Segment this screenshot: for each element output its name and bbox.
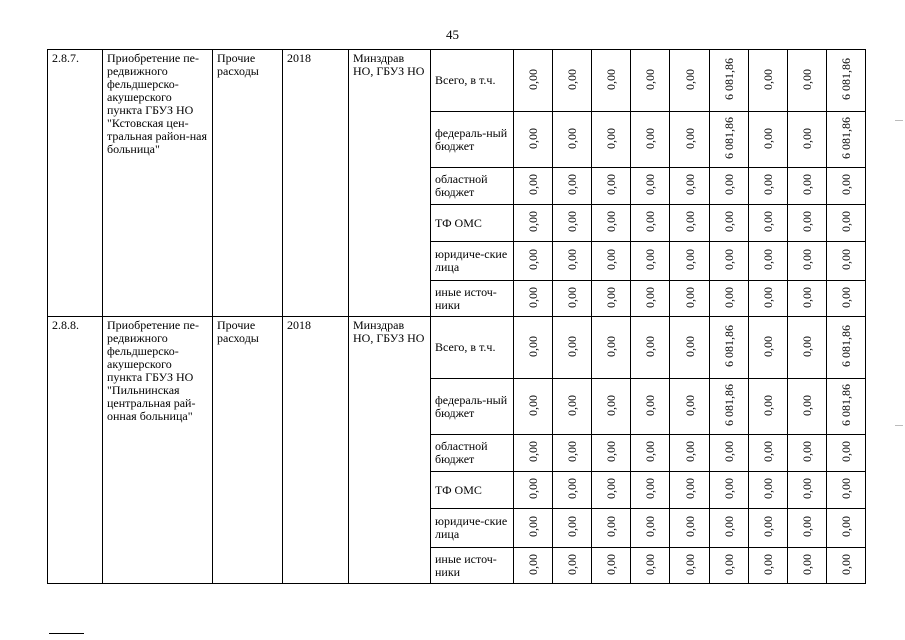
value-cell: [749, 317, 788, 379]
funding-source: ТФ ОМС: [431, 472, 514, 509]
value-cell: [749, 50, 788, 112]
value-text: 6 081,86: [839, 325, 853, 367]
value-text: 0,00: [761, 441, 775, 462]
value-text: 0,00: [604, 174, 618, 195]
value-text: 0,00: [722, 553, 736, 575]
value-text: 0,00: [604, 335, 618, 357]
value-text: 0,00: [800, 211, 814, 232]
value-cell: [514, 50, 553, 112]
value-text: 0,00: [604, 127, 618, 149]
value-cell: [592, 242, 631, 281]
value-cell: [514, 548, 553, 584]
executor-cell: Минздрав НО, ГБУЗ НО: [349, 50, 431, 317]
value-text: 0,00: [682, 286, 697, 308]
value-cell: [631, 112, 670, 168]
value-text: 0,00: [526, 553, 540, 575]
value-text: 0,00: [682, 174, 697, 195]
value-text: 0,00: [526, 394, 540, 416]
value-text: 0,00: [839, 441, 853, 462]
value-cell: [710, 472, 749, 509]
value-text: 6 081,86: [722, 384, 736, 426]
value-text: 0,00: [565, 441, 579, 462]
value-cell: [553, 379, 592, 435]
value-text: 0,00: [800, 516, 814, 537]
value-text: 0,00: [761, 127, 775, 149]
funding-source: иные источ-ники: [431, 548, 514, 584]
value-cell: [553, 435, 592, 472]
value-text: 0,00: [800, 394, 814, 416]
value-text: 0,00: [682, 211, 697, 232]
value-cell: [592, 205, 631, 242]
value-cell: [670, 281, 710, 317]
value-cell: [631, 242, 670, 281]
value-text: 0,00: [565, 211, 579, 232]
value-text: 6 081,86: [722, 117, 736, 159]
value-cell: [670, 509, 710, 548]
value-text: 0,00: [643, 211, 657, 232]
table-body: [48, 50, 866, 584]
value-text: 0,00: [761, 211, 775, 232]
value-text: 0,00: [643, 394, 657, 416]
value-cell: [670, 205, 710, 242]
value-cell: [788, 379, 827, 435]
value-cell: [631, 379, 670, 435]
funding-source: Всего, в т.ч.: [431, 50, 514, 112]
value-cell: [827, 379, 866, 435]
value-text: 0,00: [604, 553, 618, 575]
value-cell: [514, 317, 553, 379]
value-cell: [788, 205, 827, 242]
value-cell: [631, 168, 670, 205]
year-cell: 2018: [283, 317, 349, 584]
value-cell: [827, 168, 866, 205]
value-cell: [749, 281, 788, 317]
value-text: 0,00: [565, 335, 579, 357]
value-text: 0,00: [682, 394, 697, 416]
value-cell: [631, 281, 670, 317]
value-cell: [710, 50, 749, 112]
value-text: 0,00: [604, 211, 618, 232]
funding-source: федераль-ный бюджет: [431, 112, 514, 168]
value-cell: [749, 205, 788, 242]
value-cell: [631, 435, 670, 472]
value-text: 6 081,86: [722, 325, 736, 367]
value-text: 6 081,86: [839, 58, 853, 100]
value-cell: [788, 548, 827, 584]
value-text: 0,00: [565, 516, 579, 537]
executor-cell: Минздрав НО, ГБУЗ НО: [349, 317, 431, 584]
value-text: 0,00: [800, 127, 814, 149]
value-text: 0,00: [800, 68, 814, 90]
value-cell: [749, 548, 788, 584]
value-text: 0,00: [526, 211, 540, 232]
value-cell: [710, 379, 749, 435]
value-text: 0,00: [604, 516, 618, 537]
value-text: 0,00: [839, 174, 853, 195]
value-cell: [788, 435, 827, 472]
value-text: 0,00: [722, 478, 736, 499]
value-cell: [514, 281, 553, 317]
value-text: 6 081,86: [722, 58, 736, 100]
value-cell: [553, 168, 592, 205]
value-text: 0,00: [800, 174, 814, 195]
funding-source: областной бюджет: [431, 435, 514, 472]
value-text: 0,00: [643, 68, 657, 90]
value-cell: [710, 281, 749, 317]
value-cell: [670, 472, 710, 509]
value-cell: [514, 379, 553, 435]
value-text: 0,00: [800, 478, 814, 499]
value-cell: [749, 509, 788, 548]
value-text: 0,00: [839, 553, 853, 575]
value-cell: [631, 205, 670, 242]
value-text: 0,00: [839, 211, 853, 232]
value-text: 0,00: [565, 553, 579, 575]
value-text: 0,00: [761, 286, 775, 308]
value-text: 0,00: [682, 516, 697, 537]
value-cell: [788, 317, 827, 379]
value-cell: [631, 472, 670, 509]
value-cell: [553, 112, 592, 168]
value-text: 0,00: [761, 249, 775, 270]
funding-source: Всего, в т.ч.: [431, 317, 514, 379]
value-text: 0,00: [682, 478, 697, 499]
value-text: 0,00: [761, 553, 775, 575]
value-text: 0,00: [800, 286, 814, 308]
value-text: 0,00: [526, 335, 540, 357]
funding-source: юридиче-ские лица: [431, 242, 514, 281]
value-cell: [710, 509, 749, 548]
value-cell: [553, 472, 592, 509]
value-cell: [749, 435, 788, 472]
value-cell: [514, 112, 553, 168]
value-cell: [827, 281, 866, 317]
value-text: 0,00: [761, 335, 775, 357]
funding-source: областной бюджет: [431, 168, 514, 205]
value-text: 0,00: [526, 478, 540, 499]
value-cell: [827, 548, 866, 584]
value-cell: [710, 435, 749, 472]
value-text: 0,00: [722, 211, 736, 232]
value-text: 0,00: [643, 478, 657, 499]
page-number: 45: [446, 27, 459, 42]
value-text: 0,00: [643, 127, 657, 149]
value-text: 0,00: [526, 174, 540, 195]
value-text: 0,00: [526, 516, 540, 537]
value-text: 0,00: [682, 249, 697, 270]
table-row: [48, 50, 866, 112]
value-text: 0,00: [839, 478, 853, 499]
value-text: 0,00: [643, 516, 657, 537]
value-cell: [788, 50, 827, 112]
value-cell: [710, 168, 749, 205]
value-text: 0,00: [526, 286, 540, 308]
value-text: 0,00: [526, 68, 540, 90]
value-cell: [827, 509, 866, 548]
value-cell: [788, 472, 827, 509]
edge-mark: [895, 120, 903, 121]
value-cell: [670, 168, 710, 205]
value-text: 0,00: [722, 286, 736, 308]
value-cell: [749, 112, 788, 168]
value-text: 0,00: [643, 174, 657, 195]
value-text: 0,00: [604, 286, 618, 308]
value-text: 0,00: [565, 174, 579, 195]
value-cell: [631, 548, 670, 584]
value-text: 0,00: [604, 394, 618, 416]
value-cell: [553, 50, 592, 112]
value-text: 0,00: [604, 68, 618, 90]
value-cell: [631, 509, 670, 548]
value-cell: [592, 379, 631, 435]
value-text: 0,00: [722, 174, 736, 195]
value-text: 0,00: [722, 441, 736, 462]
value-text: 0,00: [643, 335, 657, 357]
value-cell: [788, 168, 827, 205]
value-text: 0,00: [643, 553, 657, 575]
value-text: 0,00: [643, 249, 657, 270]
value-cell: [592, 168, 631, 205]
value-text: 0,00: [565, 286, 579, 308]
value-cell: [631, 50, 670, 112]
budget-table: [47, 49, 866, 584]
value-cell: [553, 548, 592, 584]
value-cell: [553, 205, 592, 242]
footnote-rule: [49, 633, 84, 634]
value-text: 0,00: [761, 516, 775, 537]
value-text: 0,00: [800, 441, 814, 462]
value-text: 0,00: [761, 478, 775, 499]
value-cell: [827, 317, 866, 379]
value-cell: [592, 112, 631, 168]
value-text: 0,00: [604, 441, 618, 462]
value-text: 0,00: [682, 553, 697, 575]
value-cell: [670, 242, 710, 281]
value-cell: [514, 472, 553, 509]
value-text: 0,00: [800, 335, 814, 357]
value-cell: [514, 205, 553, 242]
value-cell: [827, 112, 866, 168]
value-text: 0,00: [565, 127, 579, 149]
value-text: 0,00: [761, 68, 775, 90]
funding-source: федераль-ный бюджет: [431, 379, 514, 435]
value-cell: [592, 435, 631, 472]
value-text: 0,00: [643, 441, 657, 462]
value-cell: [710, 112, 749, 168]
value-cell: [670, 317, 710, 379]
funding-source: иные источ-ники: [431, 281, 514, 317]
value-text: 0,00: [526, 249, 540, 270]
value-cell: [710, 548, 749, 584]
value-cell: [827, 472, 866, 509]
value-cell: [827, 242, 866, 281]
value-text: 0,00: [839, 249, 853, 270]
value-cell: [592, 509, 631, 548]
value-cell: [788, 242, 827, 281]
value-cell: [592, 50, 631, 112]
value-cell: [592, 281, 631, 317]
value-cell: [553, 317, 592, 379]
year-cell: 2018: [283, 50, 349, 317]
value-text: 0,00: [604, 478, 618, 499]
table-row: [48, 317, 866, 379]
value-text: 0,00: [643, 286, 657, 308]
value-cell: [514, 509, 553, 548]
value-text: 0,00: [526, 127, 540, 149]
value-cell: [749, 168, 788, 205]
value-cell: [749, 472, 788, 509]
funding-source: юридиче-ские лица: [431, 509, 514, 548]
value-text: 0,00: [839, 286, 853, 308]
value-cell: [788, 281, 827, 317]
expense-type: Прочие расходы: [213, 50, 283, 317]
value-cell: [553, 509, 592, 548]
value-text: 6 081,86: [839, 117, 853, 159]
expense-type: Прочие расходы: [213, 317, 283, 584]
value-cell: [514, 242, 553, 281]
value-text: 0,00: [761, 174, 775, 195]
value-cell: [553, 281, 592, 317]
value-cell: [592, 548, 631, 584]
value-cell: [670, 435, 710, 472]
value-text: 0,00: [722, 516, 736, 537]
value-cell: [827, 435, 866, 472]
item-name: Приобретение пе-редвижного фельдшерско-акушерского пункта ГБУЗ НО "Кстовская цен-тральная район-ная больница": [103, 50, 213, 317]
value-text: 0,00: [682, 127, 697, 149]
value-cell: [827, 205, 866, 242]
value-text: 0,00: [682, 335, 697, 357]
value-text: 0,00: [565, 394, 579, 416]
value-cell: [592, 317, 631, 379]
value-text: 0,00: [839, 516, 853, 537]
value-text: 0,00: [526, 441, 540, 462]
value-cell: [710, 205, 749, 242]
value-cell: [553, 242, 592, 281]
value-text: 0,00: [800, 249, 814, 270]
value-cell: [788, 112, 827, 168]
value-cell: [749, 242, 788, 281]
value-cell: [670, 112, 710, 168]
value-text: 6 081,86: [839, 384, 853, 426]
value-text: 0,00: [604, 249, 618, 270]
value-cell: [710, 317, 749, 379]
value-text: 0,00: [722, 249, 736, 270]
item-name: Приобретение пе-редвижного фельдшерско-акушерского пункта ГБУЗ НО "Пильнинская центральная рай-онная больница": [103, 317, 213, 584]
value-cell: [670, 379, 710, 435]
row-number: 2.8.7.: [48, 50, 103, 317]
value-text: 0,00: [800, 553, 814, 575]
value-cell: [592, 472, 631, 509]
value-cell: [631, 317, 670, 379]
value-cell: [514, 435, 553, 472]
value-text: 0,00: [565, 478, 579, 499]
value-cell: [670, 50, 710, 112]
value-cell: [670, 548, 710, 584]
value-text: 0,00: [761, 394, 775, 416]
value-text: 0,00: [565, 68, 579, 90]
value-cell: [749, 379, 788, 435]
value-cell: [514, 168, 553, 205]
edge-mark: [895, 425, 903, 426]
value-text: 0,00: [682, 441, 697, 462]
row-number: 2.8.8.: [48, 317, 103, 584]
value-text: 0,00: [682, 68, 697, 90]
value-text: 0,00: [565, 249, 579, 270]
value-cell: [827, 50, 866, 112]
value-cell: [788, 509, 827, 548]
value-cell: [710, 242, 749, 281]
funding-source: ТФ ОМС: [431, 205, 514, 242]
